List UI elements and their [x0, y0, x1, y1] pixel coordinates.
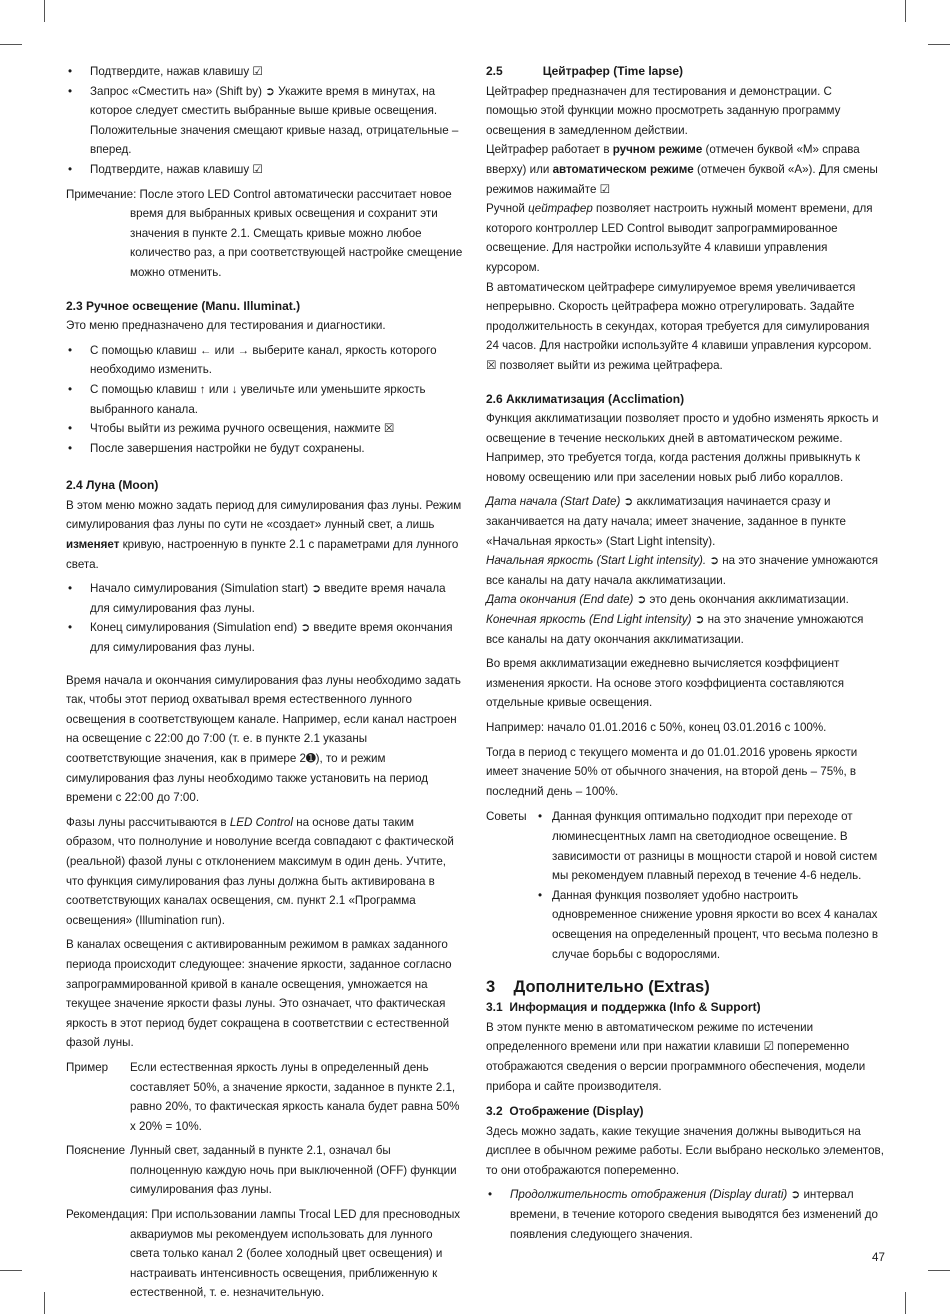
left-column [66, 62, 464, 1308]
italic-term: Продолжительность отображения (Display durati) [510, 1188, 788, 1202]
page-number: 47 [872, 1251, 885, 1264]
section-heading-3-1: 3.1 Информация и поддержка (Info & Support) [486, 1000, 761, 1015]
manual-light-list [66, 341, 464, 459]
tips-list [538, 807, 884, 964]
section-heading-2-6: 2.6 Акклиматизация (Acclimation) [486, 391, 685, 406]
display-list [486, 1185, 884, 1244]
tips-block [486, 807, 884, 964]
emphasis: ручном режиме [612, 143, 703, 157]
section-heading-2-4: 2.4 Луна (Moon) [66, 478, 159, 493]
emphasis: автоматическом режиме [552, 162, 694, 176]
italic-term: цейтрафер [528, 202, 593, 216]
definition: Дата окончания (End date) ➲ это день окончания акклиматизации. [486, 593, 849, 607]
paragraph: Цейтрафер предназначен для тестирования и демонстрации. С помощью этой функции можно просмотреть заданную программу освещения в замедленном действии. [486, 84, 841, 137]
list-item: • С помощью клавиш ↑ или ↓ увеличьте или уменьшите яркость выбранного канала. [66, 380, 464, 419]
italic-term: Дата начала (Start Date) [486, 495, 621, 509]
paragraph: Функция акклиматизации позволяет просто и удобно изменять яркость и освещение в течение нескольких дней в автоматическом режиме. Например, это требуется тогда, когда растения должны привыкнуть к новому освещению или при заселении новых рыб либо кораллов. [486, 412, 879, 484]
list-item: • Данная функция позволяет удобно настроить одновременное снижение уровня яркости во всех 4 каналах освещения на определенный процент, что весьма полезно в случае борьбы с водорослями. [538, 886, 884, 964]
list-item: • Данная функция оптимально подходит при переходе от люминесцентных ламп на светодиодное освещение. В зависимости от разницы в мощности старой и новой систем мы рекомендуем плавный переход в течение 4-6 недель. [538, 807, 884, 885]
list-item: • Подтвердите, нажав клавишу ☑ [66, 160, 464, 180]
italic-term: Конечная яркость (End Light intensity) [486, 613, 692, 627]
paragraph: В этом меню можно задать период для симулирования фаз луны. Режим симулирования фаз луны по сути не «создает» лунный свет, а лишь изменяет кривую, настроенную в пункте 2.1 с параметрами для лунного света. [66, 498, 462, 571]
definition: Дата начала (Start Date) ➲ акклиматизация начинается сразу и заканчивается на дату начала; имеет значение, заданное в пункте «Начальная яркость» (Start Light intensity). [486, 495, 846, 548]
paragraph: Тогда в период с текущего момента и до 01.01.2016 уровень яркости имеет значение 50% от обычного значения, на второй день – 75%, в последний день – 100%. [486, 745, 858, 798]
list-item: • С помощью клавиш ← или → выберите канал, яркость которого необходимо изменить. [66, 341, 464, 380]
crop-mark [905, 1292, 906, 1314]
chapter-heading-3: 3 Дополнительно (Extras) [486, 978, 710, 997]
italic-term: Начальная яркость (Start Light intensity). [486, 554, 707, 568]
crop-mark [928, 44, 950, 45]
paragraph: Время начала и окончания симулирования фаз луны необходимо задать так, чтобы этот период охватывал время естественного лунного освещения в соответствующем канале. Например, если канал настроен на освещение с 22:00 до 7:00 (т. е. в пункте 2.1 указаны соответствующие значения, как в примере 2➊), то и режим симулирования фаз луны необходимо также установить на период времени с 22:00 до 7:00. [66, 673, 461, 805]
emphasis: изменяет [66, 538, 120, 552]
list-item: • Запрос «Сместить на» (Shift by) ➲ Укажите время в минутах, на которое следует сместить выбранные выше кривые освещения. Положительные значения смещают кривые назад, отрицательные – вперед. [66, 82, 464, 160]
tips-label: Советы [486, 810, 527, 824]
list-item: • Чтобы выйти из режима ручного освещения, нажмите ☒ [66, 419, 464, 439]
explanation-text: Лунный свет, заданный в пункте 2.1, означал бы полноценную каждую ночь при выключенной (OFF) функции симулирования фаз луны. [130, 1144, 457, 1197]
list-item: • После завершения настройки не будут сохранены. [66, 439, 464, 459]
paragraph: ☒ позволяет выйти из режима цейтрафера. [486, 358, 723, 372]
paragraph: Во время акклиматизации ежедневно вычисляется коэффициент изменения яркости. На основе этого коэффициента составляются отдельные кривые освещения. [486, 657, 844, 710]
paragraph: Это меню предназначено для тестирования и диагностики. [66, 319, 386, 333]
list-item: • Продолжительность отображения (Display durati) ➲ интервал времени, в течение которого сведения выводятся без изменений до появления следующего значения. [486, 1185, 884, 1244]
list-item: • Конец симулирования (Simulation end) ➲ введите время окончания для симулирования фаз луны. [66, 618, 464, 657]
note-paragraph: Примечание: После этого LED Control автоматически рассчитает новое время для выбранных кривых освещения и сохранит эти значения в пункте 2.1. Смещать кривые можно любое количество раз, а при соответствующей настройке смещение можно отменить. [66, 187, 463, 279]
paragraph: Например: начало 01.01.2016 с 50%, конец 03.01.2016 с 100%. [486, 721, 827, 734]
paragraph: В этом пункте меню в автоматическом режиме по истечении определенного времени или при нажатии клавиши ☑ попеременно отображаются сведения о версии программного обеспечения, модели прибора и сайте производителя. [486, 1020, 866, 1093]
list-item: • Подтвердите, нажав клавишу ☑ [66, 62, 464, 82]
example-block [66, 1058, 464, 1136]
definition: Начальная яркость (Start Light intensity). ➲ на это значение умножаются все каналы на дату начала акклиматизации. [486, 554, 879, 587]
italic-term: Дата окончания (End date) [486, 593, 634, 607]
crop-mark [905, 0, 906, 22]
paragraph: Цейтрафер работает в ручном режиме (отмечен буквой «M» справа вверху) или автоматическом режиме (отмечен буквой «A»). Для смены режимов нажимайте ☑ [486, 143, 878, 196]
section-heading-3-2: 3.2 Отображение (Display) [486, 1104, 644, 1119]
definition: Конечная яркость (End Light intensity) ➲ на это значение умножаются все каналы на дату окончания акклиматизации. [486, 613, 864, 646]
paragraph: Ручной цейтрафер позволяет настроить нужный момент времени, для которого контроллер LED Control выводит запрограммированное освещение. Для настройки используйте 4 клавиши управления курсором. [486, 202, 873, 274]
crop-mark [0, 44, 22, 45]
recommendation-paragraph: Рекомендация: При использовании лампы Trocal LED для пресноводных аквариумов мы рекомендуем использовать для лунного света только канал 2 (более холодный цвет освещения) и настраивать интенсивность освещения, приближенную к естественной, т. е. незначительную. [66, 1208, 461, 1300]
italic-term: LED Control [229, 815, 293, 829]
example-text: Если естественная яркость луны в определенный день составляет 50%, а значение яркости, заданное в пункте 2.1, равно 20%, то фактическая яркость канала будет равна 50% x 20% = 10%. [130, 1060, 460, 1133]
shift-steps-list [66, 62, 464, 180]
explanation-block [66, 1141, 464, 1200]
section-heading-2-3: 2.3 Ручное освещение (Manu. Illuminat.) [66, 298, 301, 313]
paragraph: В автоматическом цейтрафере симулируемое время увеличивается непрерывно. Скорость цейтрафера можно отрегулировать. Задайте продолжительность в секундах, которая требуется для симулирования 24 часов. Для настройки используйте 4 клавиши управления курсором. [486, 280, 872, 353]
section-heading-2-5: 2.5 Цейтрафер (Time lapse) [486, 64, 684, 78]
crop-mark [44, 0, 45, 22]
list-item: • Начало симулирования (Simulation start) ➲ введите время начала для симулирования фаз луны. [66, 579, 464, 618]
paragraph: Фазы луны рассчитываются в LED Control на основе даты таким образом, что полнолуние и новолуние всегда совпадают с фактической (реальной) фазой луны с отклонением максимум в один день. Учтите, что функция симулирования фаз луны должна быть активирована в соответствующих каналах освещения, см. пункт 2.1 «Программа освещения» (Illumination run). [66, 815, 454, 927]
right-column [486, 62, 884, 1249]
moon-settings-list [66, 579, 464, 657]
paragraph: В каналах освещения с активированным режимом в рамках заданного периода происходит следующее: значение яркости, заданное согласно запрограммированной кривой в канале освещения, умножается на текущее значение яркости фазы луны. Это означает, что фактическая яркость в этот период будет сокращена в соответствии с естественной фазой луны. [66, 938, 452, 1050]
paragraph: Здесь можно задать, какие текущие значения должны выводиться на дисплее в обычном режиме работы. Если выбрано несколько элементов, то они отображаются попеременно. [486, 1124, 884, 1177]
crop-mark [928, 1270, 950, 1271]
explanation-label: Пояснение [66, 1144, 126, 1158]
example-label: Пример [66, 1060, 109, 1074]
crop-mark [44, 1292, 45, 1314]
crop-mark [0, 1270, 22, 1271]
